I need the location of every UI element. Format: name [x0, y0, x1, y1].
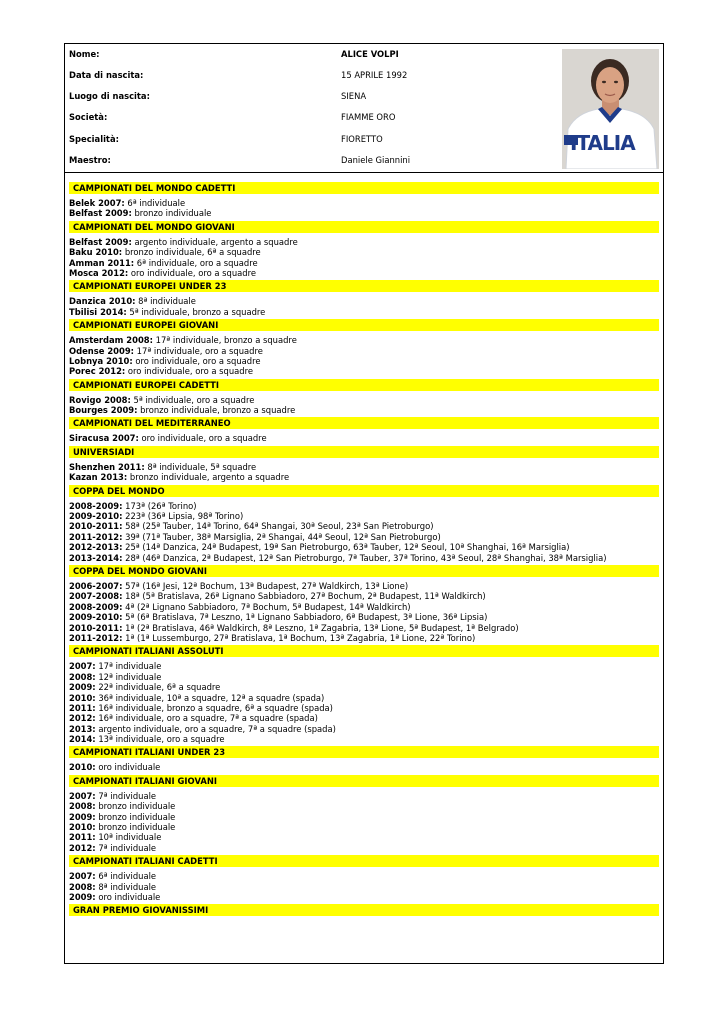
result-entry: [69, 553, 659, 563]
result-entry-key: Baku 2010:: [69, 247, 123, 258]
result-entry: [69, 258, 659, 268]
section-title: CAMPIONATI ITALIANI UNDER 23: [69, 746, 659, 758]
result-entry: [69, 405, 659, 415]
result-entry-key: Belek 2007:: [69, 198, 125, 208]
result-entry: [69, 724, 659, 734]
result-entry-text: oro individuale, oro a squadre: [132, 355, 261, 366]
result-entry-key: 2009:: [69, 891, 96, 902]
result-entry: [69, 542, 659, 552]
club-label: Società:: [69, 112, 108, 122]
result-entry: [69, 822, 659, 832]
result-entry-key: 2007-2008:: [69, 591, 123, 602]
result-entry-text: bronzo individuale, 6ª a squadre: [122, 247, 261, 258]
specialty-value: FIORETTO: [341, 134, 383, 144]
section-title: CAMPIONATI ITALIANI CADETTI: [69, 855, 659, 867]
result-entry-key: 2011:: [69, 702, 96, 713]
result-entry-text: 17ª individuale, oro a squadre: [134, 345, 263, 356]
result-entry-text: 8ª individuale: [135, 296, 196, 307]
result-entry: [69, 346, 659, 356]
result-entry-text: 4ª (2ª Lignano Sabbiadoro, 7ª Bochum, 5ª Budapest, 14ª Waldkirch): [122, 601, 411, 612]
club-value: FIAMME ORO: [341, 112, 396, 122]
result-entry-text: oro individuale: [95, 762, 161, 773]
result-entry-text: 18ª (5ª Bratislava, 26ª Lignano Sabbiadoro, 27ª Bochum, 2ª Budapest, 11ª Waldkirch): [122, 591, 486, 602]
result-entry: [69, 871, 659, 881]
result-entry-text: 5ª (6ª Bratislava, 7ª Leszno, 1ª Lignano Sabbiadoro, 6ª Budapest, 3ª Lione, 36ª Lipsia): [122, 612, 488, 623]
result-entry-key: Tbilisi 2014:: [69, 306, 127, 317]
section-title: CAMPIONATI DEL MONDO GIOVANI: [69, 221, 659, 233]
result-entry: [69, 307, 659, 317]
result-entry-key: Belfast 2009:: [69, 208, 132, 219]
result-entry-key: 2012-2013:: [69, 542, 123, 553]
name-value: ALICE VOLPI: [341, 49, 399, 59]
result-entry: [69, 892, 659, 902]
result-entry-key: Kazan 2013:: [69, 472, 128, 483]
result-entry: [69, 247, 659, 257]
result-entry-text: 58ª (25ª Tauber, 14ª Torino, 64ª Shangai, 30ª Seoul, 23ª San Pietroburgo): [122, 521, 434, 532]
result-entry-text: bronzo individuale, bronzo a squadre: [137, 405, 296, 416]
section-title: COPPA DEL MONDO GIOVANI: [69, 565, 659, 577]
result-entry-text: bronzo individuale, argento a squadre: [127, 472, 290, 483]
section-entries: [69, 501, 659, 563]
result-entry-text: 223ª (36ª Lipsia, 98ª Torino): [122, 511, 244, 522]
section-title: CAMPIONATI EUROPEI GIOVANI: [69, 319, 659, 331]
results-list: [69, 182, 659, 920]
section-entries: [69, 198, 659, 219]
result-entry-text: 8ª individuale: [95, 881, 157, 892]
birth-date-value: 15 APRILE 1992: [341, 70, 408, 80]
result-entry: [69, 762, 659, 772]
result-entry: [69, 602, 659, 612]
result-entry-text: 36ª individuale, 10ª a squadre, 12ª a squadre (spada): [95, 692, 325, 703]
result-entry: [69, 682, 659, 692]
section-entries: [69, 791, 659, 853]
result-entry-key: 2008:: [69, 881, 96, 892]
result-entry: [69, 672, 659, 682]
result-entry: [69, 713, 659, 723]
birth-date-row: [69, 68, 549, 82]
section-title: COPPA DEL MONDO: [69, 485, 659, 497]
coach-row: [69, 153, 549, 167]
profile-sheet: [64, 43, 664, 964]
result-entry-text: 6ª individuale: [124, 198, 186, 208]
result-entry: [69, 268, 659, 278]
result-entry-key: Siracusa 2007:: [69, 433, 139, 444]
result-entry: [69, 532, 659, 542]
result-entry-key: 2009:: [69, 811, 96, 822]
result-entry-key: 2009-2010:: [69, 511, 123, 522]
result-entry: [69, 521, 659, 531]
section-title: CAMPIONATI ITALIANI ASSOLUTI: [69, 645, 659, 657]
coach-label: Maestro:: [69, 155, 111, 165]
result-entry-key: 2008-2009:: [69, 500, 123, 511]
result-entry-key: Rovigo 2008:: [69, 394, 131, 405]
result-entry: [69, 832, 659, 842]
profile-header: [65, 44, 663, 173]
result-entry: [69, 882, 659, 892]
section-title: GRAN PREMIO GIOVANISSIMI: [69, 904, 659, 916]
result-entry: [69, 511, 659, 521]
section-entries: [69, 762, 659, 772]
result-entry-key: 2010-2011:: [69, 622, 123, 633]
result-entry-key: Lobnya 2010:: [69, 355, 133, 366]
birth-place-row: [69, 89, 549, 103]
result-entry: [69, 366, 659, 376]
result-entry-text: 6ª individuale, oro a squadre: [134, 257, 258, 268]
result-entry-key: 2012:: [69, 713, 96, 724]
result-entry: [69, 591, 659, 601]
birth-date-label: Data di nascita:: [69, 70, 144, 80]
result-entry-text: bronzo individuale: [95, 811, 176, 822]
result-entry-key: 2008-2009:: [69, 601, 123, 612]
club-row: [69, 110, 549, 124]
section-entries: [69, 871, 659, 902]
result-entry-key: Amman 2011:: [69, 257, 135, 268]
result-entry-key: 2013-2014:: [69, 552, 123, 563]
result-entry: [69, 693, 659, 703]
result-entry: [69, 661, 659, 671]
result-entry-text: oro individuale: [95, 891, 161, 902]
result-entry: [69, 703, 659, 713]
result-entry-key: 2008:: [69, 801, 96, 812]
result-entry: [69, 791, 659, 801]
result-entry-text: 6ª individuale: [95, 871, 157, 882]
result-entry-text: 1ª (2ª Bratislava, 46ª Waldkirch, 8ª Leszno, 1ª Zagabria, 13ª Lione, 5ª Budapest, 1ª Belgrado): [122, 622, 519, 633]
result-entry-key: 2011:: [69, 832, 96, 843]
result-entry-key: 2011-2012:: [69, 632, 123, 643]
result-entry-key: 2007:: [69, 790, 96, 801]
result-entry-text: bronzo individuale: [131, 208, 212, 219]
result-entry: [69, 801, 659, 811]
result-entry-key: 2010:: [69, 762, 96, 773]
section-entries: [69, 296, 659, 317]
result-entry-text: 173ª (26ª Torino): [122, 500, 197, 511]
result-entry-text: 39ª (71ª Tauber, 38ª Marsiglia, 2ª Shangai, 44ª Seoul, 12ª San Pietroburgo): [122, 531, 441, 542]
result-entry-text: argento individuale, oro a squadre, 7ª a squadre (spada): [95, 723, 336, 734]
birth-place-label: Luogo di nascita:: [69, 91, 150, 101]
section-title: CAMPIONATI DEL MEDITERRANEO: [69, 417, 659, 429]
section-title: UNIVERSIADI: [69, 446, 659, 458]
result-entry-key: 2014:: [69, 734, 96, 745]
result-entry-key: 2009-2010:: [69, 612, 123, 623]
result-entry: [69, 581, 659, 591]
result-entry-text: 10ª individuale: [95, 832, 162, 843]
result-entry-key: 2007:: [69, 871, 96, 882]
result-entry-key: 2008:: [69, 671, 96, 682]
result-entry: [69, 237, 659, 247]
result-entry-key: 2012:: [69, 842, 96, 853]
result-entry-text: oro individuale, oro a squadre: [125, 366, 254, 377]
section-entries: [69, 395, 659, 416]
result-entry-key: Mosca 2012:: [69, 267, 129, 278]
name-label: Nome:: [69, 49, 100, 59]
result-entry-text: oro individuale, oro a squadre: [128, 267, 257, 278]
result-entry-text: 28ª (46ª Danzica, 2ª Budapest, 12ª San Pietroburgo, 7ª Tauber, 37ª Torino, 43ª Seoul, 28ª Shanghai, 38ª Marsiglia): [122, 552, 607, 563]
result-entry: [69, 395, 659, 405]
result-entry-text: 8ª individuale, 5ª squadre: [144, 461, 257, 472]
result-entry-key: 2011-2012:: [69, 531, 123, 542]
result-entry: [69, 843, 659, 853]
result-entry-key: Amsterdam 2008:: [69, 335, 153, 346]
result-entry: [69, 335, 659, 345]
result-entry-text: argento individuale, argento a squadre: [131, 236, 298, 247]
result-entry: [69, 198, 659, 208]
result-entry: [69, 356, 659, 366]
section-entries: [69, 237, 659, 279]
result-entry: [69, 501, 659, 511]
section-title: CAMPIONATI EUROPEI UNDER 23: [69, 280, 659, 292]
section-title: CAMPIONATI DEL MONDO CADETTI: [69, 182, 659, 194]
section-entries: [69, 462, 659, 483]
result-entry-text: 13ª individuale, oro a squadre: [95, 734, 225, 745]
result-entry-text: 5ª individuale, oro a squadre: [130, 394, 255, 405]
result-entry: [69, 812, 659, 822]
specialty-label: Specialità:: [69, 134, 119, 144]
result-entry-text: 12ª individuale: [95, 671, 162, 682]
section-title: CAMPIONATI ITALIANI GIOVANI: [69, 775, 659, 787]
result-entry: [69, 633, 659, 643]
section-entries: [69, 335, 659, 377]
result-entry-text: 17ª individuale: [95, 661, 162, 672]
photo-jersey-text: ITALIA: [570, 131, 635, 155]
result-entry-key: Danzica 2010:: [69, 296, 136, 307]
result-entry-text: 7ª individuale: [95, 790, 157, 801]
result-entry-text: 17ª individuale, bronzo a squadre: [152, 335, 297, 346]
section-entries: [69, 433, 659, 443]
result-entry-key: 2009:: [69, 682, 96, 693]
result-entry-text: 16ª individuale, bronzo a squadre, 6ª a squadre (spada): [95, 702, 333, 713]
result-entry-key: Odense 2009:: [69, 345, 134, 356]
section-title: CAMPIONATI EUROPEI CADETTI: [69, 379, 659, 391]
result-entry: [69, 433, 659, 443]
result-entry-key: Porec 2012:: [69, 366, 126, 377]
result-entry: [69, 472, 659, 482]
result-entry-text: 22ª individuale, 6ª a squadre: [95, 682, 221, 693]
result-entry-text: bronzo individuale: [95, 801, 176, 812]
coach-value: Daniele Giannini: [341, 155, 411, 165]
result-entry-text: 5ª individuale, bronzo a squadre: [126, 306, 266, 317]
section-entries: [69, 581, 659, 643]
result-entry: [69, 462, 659, 472]
birth-place-value: SIENA: [341, 91, 367, 101]
result-entry-text: oro individuale, oro a squadre: [138, 433, 267, 444]
result-entry: [69, 296, 659, 306]
result-entry-key: 2013:: [69, 723, 96, 734]
result-entry-text: bronzo individuale: [95, 822, 176, 833]
result-entry: [69, 734, 659, 744]
result-entry-key: Shenzhen 2011:: [69, 461, 145, 472]
result-entry: [69, 623, 659, 633]
result-entry-key: 2007:: [69, 661, 96, 672]
result-entry-key: Belfast 2009:: [69, 236, 132, 247]
result-entry-text: 1ª (1ª Lussemburgo, 27ª Bratislava, 1ª Bochum, 13ª Zagabria, 1ª Lione, 22ª Torino): [122, 632, 476, 643]
result-entry-key: 2010-2011:: [69, 521, 123, 532]
result-entry-key: 2006-2007:: [69, 580, 123, 591]
result-entry: [69, 612, 659, 622]
result-entry-text: 25ª (14ª Danzica, 24ª Budapest, 19ª San Pietroburgo, 63ª Tauber, 12ª Seoul, 10ª Shanghai, 16ª Marsiglia): [122, 542, 570, 553]
name-row: [69, 47, 549, 61]
result-entry: [69, 208, 659, 218]
athlete-photo: [562, 49, 659, 169]
result-entry-text: 7ª individuale: [95, 842, 157, 853]
result-entry-key: 2010:: [69, 692, 96, 703]
specialty-row: [69, 132, 549, 146]
result-entry-text: 16ª individuale, oro a squadre, 7ª a squadre (spada): [95, 713, 318, 724]
section-entries: [69, 661, 659, 744]
result-entry-key: Bourges 2009:: [69, 405, 138, 416]
result-entry-key: 2010:: [69, 822, 96, 833]
result-entry-text: 57ª (16ª Jesi, 12ª Bochum, 13ª Budapest, 27ª Waldkirch, 13ª Lione): [122, 580, 409, 591]
